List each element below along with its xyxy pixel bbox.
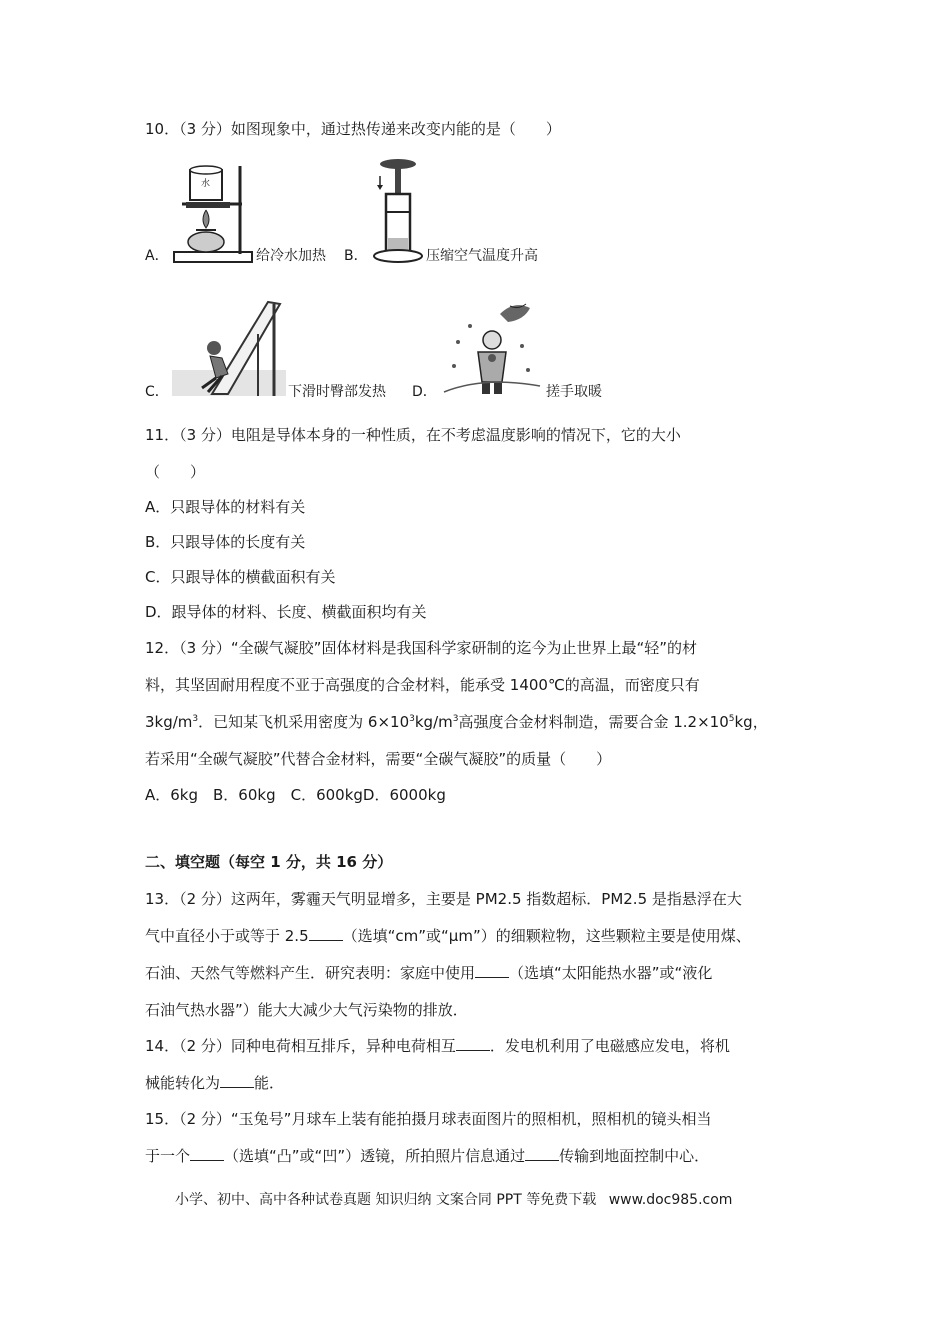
q10-option-d-letter: D． [412, 384, 437, 400]
q15-line-1: 15．（2 分）“玉兔号”月球车上装有能拍摄月球表面图片的照相机，照相机的镜头相当 [145, 1110, 712, 1128]
q11-stem-bracket: （ ） [145, 463, 206, 481]
slide-figure [172, 294, 286, 400]
q13-line-4: 石油气热水器”）能大大减少大气污染物的排放． [145, 1001, 468, 1019]
q12-options: A．6kg B．60kg C．600kgD．6000kg [145, 786, 446, 804]
q14-line-2: 械能转化为 能． [145, 1074, 285, 1092]
q15-blank-2[interactable] [525, 1146, 559, 1161]
rubbing-hands-figure [440, 296, 542, 400]
q14-blank-1[interactable] [456, 1036, 490, 1051]
section-2-title: 二、填空题（每空 1 分，共 16 分） [145, 853, 393, 871]
q12-line-4: 若采用“全碳气凝胶”代替合金材料，需要“全碳气凝胶”的质量（ ） [145, 750, 612, 768]
air-compression-figure [370, 158, 426, 266]
q11-option-d: D．跟导体的材料、长度、横截面积均有关 [145, 603, 427, 621]
q10-option-b-letter: B． [344, 248, 368, 264]
page-footer [175, 1190, 732, 1210]
q12-line-1: 12．（3 分）“全碳气凝胶”固体材料是我国科学家研制的迄今为止世界上最“轻”的材 [145, 639, 697, 657]
q13-line-2: 气中直径小于或等于 2.5 （选填“cm”或“μm”）的细颗粒物，这些颗粒主要是使用煤、 [145, 927, 751, 945]
q10-option-b-text: 压缩空气温度升高 [426, 248, 538, 264]
q10-option-a-letter: A． [145, 248, 169, 264]
q15-blank-1[interactable] [190, 1146, 224, 1161]
q14-line-1: 14．（2 分）同种电荷相互排斥，异种电荷相互 ．发电机利用了电磁感应发电，将机 [145, 1037, 730, 1055]
q11-option-c: C．只跟导体的横截面积有关 [145, 568, 336, 586]
footer-url-link[interactable]: www.doc985.com [608, 1192, 733, 1208]
q14-blank-2[interactable] [220, 1073, 254, 1088]
q13-line-3: 石油、天然气等燃料产生．研究表明：家庭中使用 （选填“太阳能热水器”或“液化 [145, 964, 713, 982]
q10-stem: 10．（3 分）如图现象中，通过热传递来改变内能的是（ ） [145, 120, 561, 138]
q15-line-2: 于一个 （选填“凸”或“凹”）透镜，所拍照片信息通过 传输到地面控制中心． [145, 1147, 710, 1165]
heating-water-figure [170, 160, 256, 266]
footer-text: 小学、初中、高中各种试卷真题 知识归纳 文案合同 PPT 等免费下载 [175, 1192, 597, 1208]
q10-option-c-text: 下滑时臀部发热 [288, 384, 386, 400]
q11-option-a: A．只跟导体的材料有关 [145, 498, 306, 516]
q13-line-1: 13．（2 分）这两年，雾霾天气明显增多，主要是 PM2.5 指数超标．PM2.5 是指悬浮在大 [145, 890, 742, 908]
q12-line-3: $3kg/m^3$．已知某飞机采用密度为 $6\times 10^3kg/m^3$高强度合金材料制造，需要合金 $1.2\times 10^5kg$， [145, 713, 768, 731]
q11-option-b: B．只跟导体的长度有关 [145, 533, 306, 551]
water-label: 水 [201, 179, 211, 189]
q13-blank-2[interactable] [475, 963, 509, 978]
q13-blank-1[interactable] [309, 926, 343, 941]
q11-stem: 11．（3 分）电阻是导体本身的一种性质，在不考虑温度影响的情况下，它的大小 [145, 426, 681, 444]
q10-option-c-letter: C． [145, 384, 169, 400]
q10-option-d-text: 搓手取暖 [546, 384, 602, 400]
q10-option-a-text: 给冷水加热 [256, 248, 326, 264]
q12-line-2: 料，其坚固耐用程度不亚于高强度的合金材料，能承受 1400℃的高温，而密度只有 [145, 676, 700, 694]
